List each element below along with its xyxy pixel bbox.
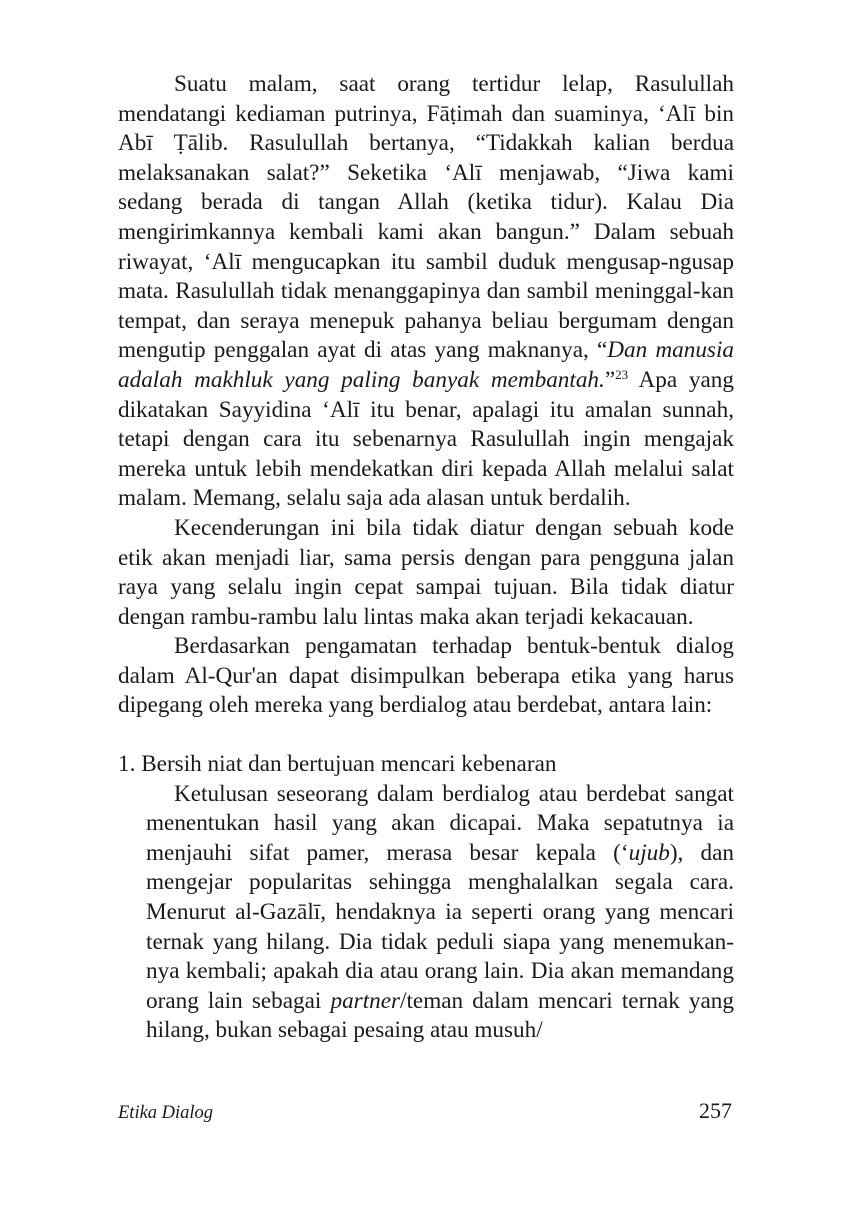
- ujub-term: ujub: [628, 839, 670, 866]
- running-title: Etika Dialog: [118, 1103, 214, 1123]
- quran-quote: Dan manusia adalah makhluk yang paling banyak membantah.: [118, 337, 734, 393]
- paragraph-1-text-a: Suatu malam, saat orang tertidur lelap, Rasulullah mendatangi kediaman putrinya, Fāṭimah dan suaminya, ‘Alī bin Abī Ṭālib. Rasulullah bertanya, “Tidakkah kalian berdua melaksanakan salat?” Seketika ‘Alī menjawab, “Jiwa kami sedang berada di tangan Allah (ketika tidur). Kalau Dia mengirimkannya kembali kami akan bangun.” Dalam sebuah riwayat, ‘Alī mengucapkan itu sambil duduk mengusap-ngusap mata. Rasulullah tidak menanggapinya dan sambil meninggal-kan tempat, dan seraya menepuk pahanya beliau bergumam dengan mengutip penggalan ayat di atas yang maknanya, “: [118, 71, 734, 364]
- page-number: 257: [699, 1098, 732, 1123]
- page-footer: [118, 1098, 732, 1124]
- paragraph-1: [118, 70, 734, 514]
- list-body-text-b: ), dan mengejar popularitas sehingga menghalalkan segala cara. Menurut al-Gazālī, hendaknya ia seperti orang yang mencari ternak yang hilang. Dia tidak peduli siapa yang menemukan-nya kembali; apakah dia atau orang lain. Dia akan memandang orang lain sebagai: [146, 839, 734, 1014]
- list-item-body: [146, 780, 734, 1046]
- paragraph-2: Kecenderungan ini bila tidak diatur dengan sebuah kode etik akan menjadi liar, sama persis dengan para pengguna jalan raya yang selalu ingin cepat sampai tujuan. Bila tidak diatur dengan rambu-rambu lalu lintas maka akan terjadi kekacauan.: [118, 514, 734, 630]
- list-body-text-a: Ketulusan seseorang dalam berdialog atau berdebat sangat menentukan hasil yang akan dicapai. Maka sepatutnya ia menjauhi sifat pamer, merasa besar kepala (‘: [146, 780, 734, 866]
- paragraph-3: Berdasarkan pengamatan terhadap bentuk-bentuk dialog dalam Al-Qur'an dapat disimpulkan beberapa etika yang harus dipegang oleh mereka yang berdialog atau berdebat, antara lain:: [118, 633, 734, 719]
- partner-term: partner: [330, 987, 401, 1014]
- section-gap: [118, 721, 734, 750]
- footnote-marker[interactable]: 23: [615, 366, 629, 382]
- list-body-text-c: /teman dalam mencari ternak yang hilang, bukan sebagai pesaing atau musuh/: [146, 987, 734, 1044]
- paragraph-1-text-b: Apa yang dikatakan Sayyidina ‘Alī itu benar, apalagi itu amalan sunnah, tetapi dengan cara itu sebenarnya Rasulullah ingin mengajak mereka untuk lebih mendekatkan diri kepada Allah melalui salat malam. Memang, selalu saja ada alasan untuk berdalih.: [118, 366, 734, 512]
- page-body: [118, 70, 734, 1046]
- list-item-heading: 1. Bersih niat dan bertujuan mencari kebenaran: [118, 751, 557, 778]
- closing-quote: ”: [604, 366, 616, 393]
